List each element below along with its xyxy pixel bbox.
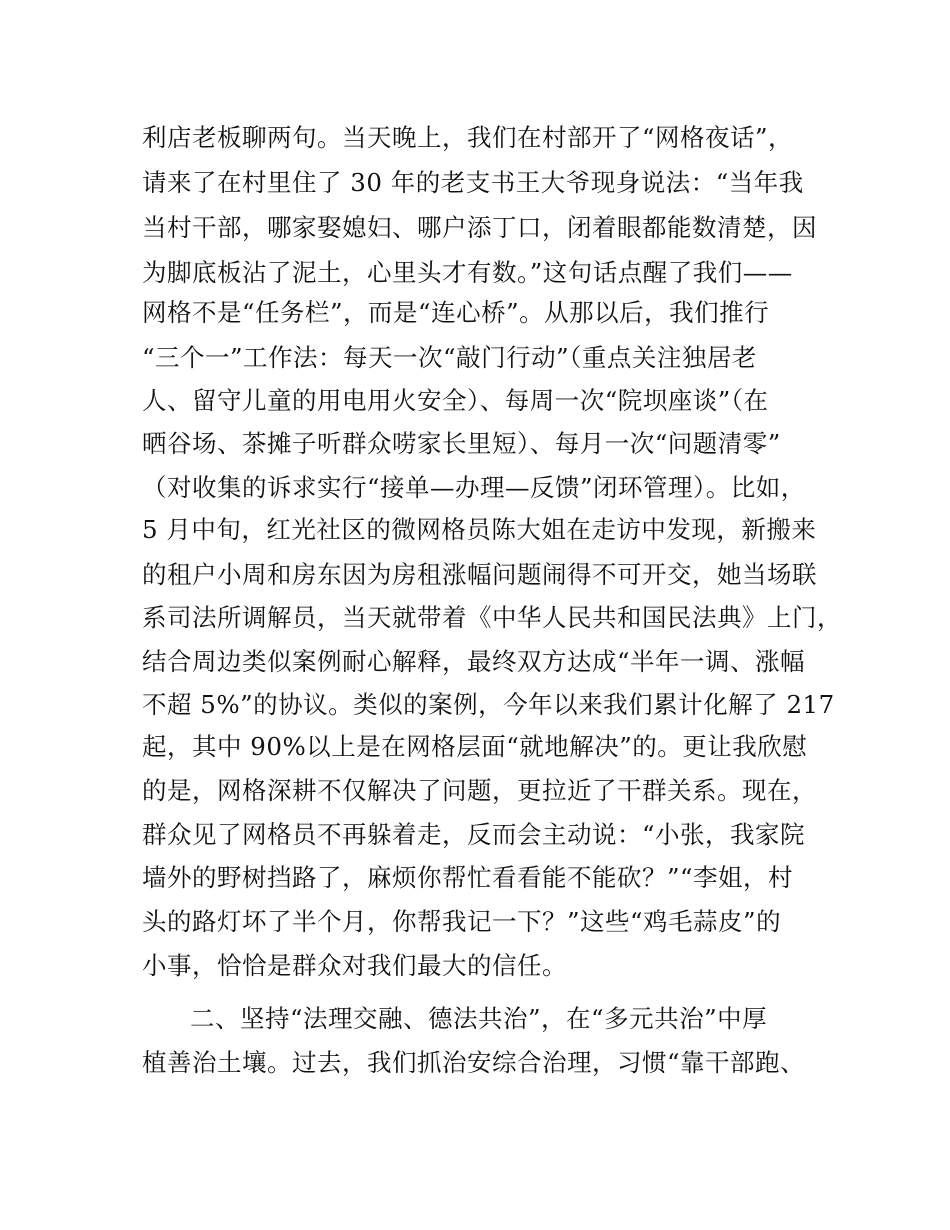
text-line: 人、留守儿童的用电用火安全）、每周一次“院坝座谈”（在	[142, 386, 769, 415]
text-line: 不超 5%”的协议。类似的案例，今年以来我们累计化解了 217	[142, 690, 835, 719]
text-line: 晒谷场、茶摊子听群众唠家长里短）、每月一次“问题清零”	[142, 429, 781, 458]
text-line: 植善治土壤。过去，我们抓治安综合治理，习惯“靠干部跑、	[142, 1048, 806, 1077]
text-line: 为脚底板沾了泥土，心里头才有数。”这句话点醒了我们——	[142, 258, 793, 287]
text-line: 利店老板聊两句。当天晚上，我们在村部开了“网格夜话”，	[142, 123, 794, 152]
text-line: 小事，恰恰是群众对我们最大的信任。	[142, 951, 567, 980]
text-line: 当村干部，哪家娶媳妇、哪户添丁口，闭着眼都能数清楚，因	[142, 213, 817, 242]
text-line: 起，其中 90%以上是在网格层面“就地解决”的。更让我欣慰	[142, 732, 808, 761]
text-line: 墙外的野树挡路了，麻烦你帮忙看看能不能砍？”“李姐，村	[142, 863, 794, 892]
text-line: 二、坚持“法理交融、德法共治”，在“多元共治”中厚	[190, 1004, 768, 1033]
text-line: 结合周边类似案例耐心解释，最终双方达成“半年一调、涨幅	[142, 647, 806, 676]
text-line: 群众见了网格员不再躲着走，反而会主动说：“小张，我家院	[142, 820, 806, 849]
text-line: 的是，网格深耕不仅解决了问题，更拉近了干群关系。现在，	[142, 776, 817, 805]
text-line: 5 月中旬，红光社区的微网格员陈大姐在走访中发现，新搬来	[142, 515, 817, 544]
text-line: 网格不是“任务栏”，而是“连心桥”。从那以后，我们推行	[142, 298, 770, 327]
text-line: 头的路灯坏了半个月，你帮我记一下？”这些“鸡毛蒜皮”的	[142, 907, 782, 936]
text-line: （对收集的诉求实行“接单—办理—反馈”闭环管理）。比如，	[142, 473, 806, 502]
text-line: 系司法所调解员，当天就带着《中华人民共和国民法典》上门，	[142, 603, 842, 632]
text-line: 的租户小周和房东因为房租涨幅问题闹得不可开交，她当场联	[142, 560, 817, 589]
text-line: 请来了在村里住了 30 年的老支书王大爷现身说法：“当年我	[142, 168, 804, 197]
text-line: “三个一”工作法：每天一次“敲门行动”（重点关注独居老	[142, 343, 757, 372]
